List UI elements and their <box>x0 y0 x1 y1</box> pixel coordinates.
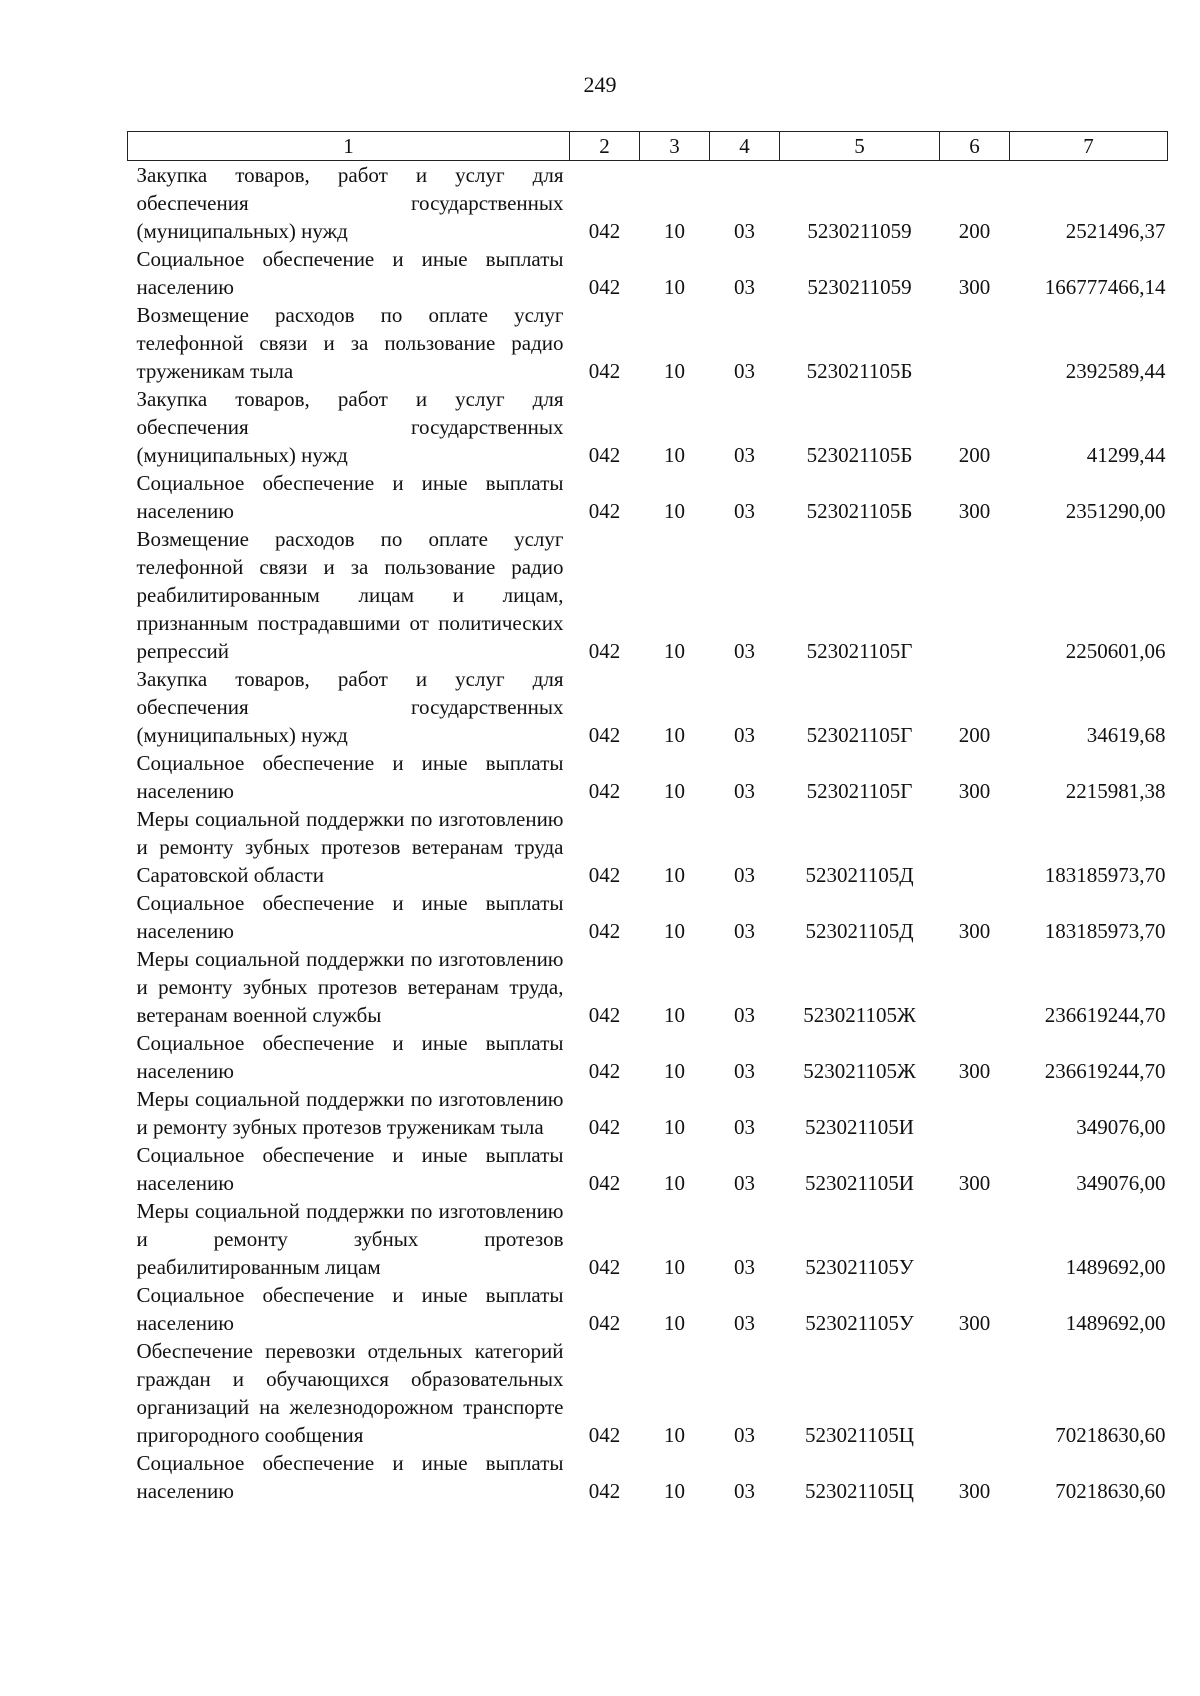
row-description: Социальное обеспечение и иные выплаты населению <box>136 1143 564 1195</box>
cell-amount: 236619244,70 <box>1044 1003 1166 1027</box>
cell-section-code: 10 <box>664 1059 685 1083</box>
row-description: Меры социальной поддержки по изготовлению и ремонту зубных протезов реабилитированным лицам <box>136 1199 564 1279</box>
cell-ministry-code: 042 <box>588 359 621 383</box>
cell-amount: 2521496,37 <box>1065 219 1166 243</box>
cell-expense-type: 300 <box>958 919 991 943</box>
cell-subsection-code: 03 <box>734 1255 755 1279</box>
table-row <box>128 1085 1168 1141</box>
table-row <box>128 1141 1168 1197</box>
cell-amount: 183185973,70 <box>1044 919 1166 943</box>
cell-subsection-code: 03 <box>734 1479 755 1503</box>
cell-ministry-code: 042 <box>588 275 621 299</box>
row-description: Возмещение расходов по оплате услуг телефонной связи и за пользование радио реабилитированным лицам и лицам, признанным пострадавшими от политических репрессий <box>136 527 564 663</box>
row-description: Меры социальной поддержки по изготовлению и ремонту зубных протезов труженикам тыла <box>136 1087 564 1139</box>
cell-amount: 34619,68 <box>1086 723 1166 747</box>
cell-target-article: 523021105У <box>805 1311 914 1335</box>
cell-target-article: 523021105Д <box>805 863 914 887</box>
cell-target-article: 523021105И <box>805 1115 914 1139</box>
cell-subsection-code: 03 <box>734 723 755 747</box>
cell-ministry-code: 042 <box>588 1255 621 1279</box>
table-row <box>128 945 1168 1029</box>
column-header: 5 <box>780 132 940 161</box>
table-row <box>128 385 1168 469</box>
cell-amount: 2351290,00 <box>1065 499 1166 523</box>
cell-subsection-code: 03 <box>734 275 755 299</box>
cell-section-code: 10 <box>664 1003 685 1027</box>
cell-expense-type: 200 <box>958 219 991 243</box>
cell-section-code: 10 <box>664 639 685 663</box>
cell-subsection-code: 03 <box>734 443 755 467</box>
table-row <box>128 805 1168 889</box>
cell-subsection-code: 03 <box>734 779 755 803</box>
cell-amount: 2250601,06 <box>1065 639 1166 663</box>
cell-target-article: 523021105Ц <box>805 1479 914 1503</box>
cell-subsection-code: 03 <box>734 499 755 523</box>
table-row <box>128 245 1168 301</box>
cell-ministry-code: 042 <box>588 919 621 943</box>
cell-target-article: 523021105Б <box>806 359 913 383</box>
cell-amount: 1489692,00 <box>1065 1255 1166 1279</box>
cell-expense-type: 200 <box>958 723 991 747</box>
budget-table <box>127 131 1168 1505</box>
table-row <box>128 469 1168 525</box>
cell-subsection-code: 03 <box>734 639 755 663</box>
cell-amount: 41299,44 <box>1086 443 1166 467</box>
cell-expense-type: 300 <box>958 1479 991 1503</box>
cell-section-code: 10 <box>664 779 685 803</box>
page-number: 249 <box>583 72 617 97</box>
cell-section-code: 10 <box>664 1255 685 1279</box>
cell-expense-type: 300 <box>958 1059 991 1083</box>
row-description: Обеспечение перевозки отдельных категорий граждан и обучающихся образовательных организаций на железнодорожном транспорте пригородного сообщения <box>136 1339 564 1447</box>
cell-target-article: 523021105Г <box>806 639 913 663</box>
cell-subsection-code: 03 <box>734 1311 755 1335</box>
column-header: 4 <box>710 132 780 161</box>
cell-section-code: 10 <box>664 723 685 747</box>
cell-target-article: 5230211059 <box>807 275 912 299</box>
row-description: Возмещение расходов по оплате услуг телефонной связи и за пользование радио труженикам тыла <box>136 303 564 383</box>
cell-section-code: 10 <box>664 359 685 383</box>
cell-target-article: 523021105И <box>805 1171 914 1195</box>
cell-ministry-code: 042 <box>588 1423 621 1447</box>
cell-amount: 2392589,44 <box>1065 359 1166 383</box>
cell-target-article: 523021105Ж <box>803 1003 916 1027</box>
cell-expense-type <box>940 1337 1010 1449</box>
cell-subsection-code: 03 <box>734 359 755 383</box>
cell-target-article: 5230211059 <box>807 219 912 243</box>
table-row <box>128 889 1168 945</box>
cell-expense-type: 300 <box>958 779 991 803</box>
cell-expense-type <box>940 525 1010 665</box>
column-header: 3 <box>640 132 710 161</box>
cell-section-code: 10 <box>664 863 685 887</box>
cell-subsection-code: 03 <box>734 919 755 943</box>
cell-ministry-code: 042 <box>588 779 621 803</box>
cell-amount: 349076,00 <box>1076 1115 1166 1139</box>
row-description: Закупка товаров, работ и услуг для обеспечения государственных (муниципальных) нужд <box>136 163 564 243</box>
cell-amount: 166777466,14 <box>1044 275 1166 299</box>
cell-amount: 1489692,00 <box>1065 1311 1166 1335</box>
table-header-row <box>128 132 1168 161</box>
cell-amount: 70218630,60 <box>1055 1423 1166 1447</box>
row-description: Закупка товаров, работ и услуг для обеспечения государственных (муниципальных) нужд <box>136 387 564 467</box>
table-body <box>128 161 1168 1506</box>
column-header: 1 <box>128 132 570 161</box>
row-description: Меры социальной поддержки по изготовлению и ремонту зубных протезов ветеранам труда, ветеранам военной службы <box>136 947 564 1027</box>
cell-expense-type: 200 <box>958 443 991 467</box>
table-row <box>128 301 1168 385</box>
cell-ministry-code: 042 <box>588 863 621 887</box>
cell-subsection-code: 03 <box>734 1423 755 1447</box>
cell-section-code: 10 <box>664 1479 685 1503</box>
table-row <box>128 525 1168 665</box>
row-description: Меры социальной поддержки по изготовлению и ремонту зубных протезов ветеранам труда Саратовской области <box>136 807 564 887</box>
cell-expense-type: 300 <box>958 275 991 299</box>
cell-section-code: 10 <box>664 1311 685 1335</box>
cell-ministry-code: 042 <box>588 1115 621 1139</box>
column-header: 6 <box>940 132 1010 161</box>
cell-expense-type <box>940 1085 1010 1141</box>
cell-target-article: 523021105Г <box>806 723 913 747</box>
cell-target-article: 523021105Ц <box>805 1423 914 1447</box>
cell-subsection-code: 03 <box>734 863 755 887</box>
cell-expense-type <box>940 805 1010 889</box>
cell-ministry-code: 042 <box>588 443 621 467</box>
cell-expense-type <box>940 301 1010 385</box>
cell-subsection-code: 03 <box>734 1115 755 1139</box>
row-description: Социальное обеспечение и иные выплаты населению <box>136 471 564 523</box>
cell-section-code: 10 <box>664 1171 685 1195</box>
cell-amount: 236619244,70 <box>1044 1059 1166 1083</box>
cell-ministry-code: 042 <box>588 219 621 243</box>
cell-section-code: 10 <box>664 1115 685 1139</box>
column-header: 2 <box>570 132 640 161</box>
table-row <box>128 749 1168 805</box>
cell-subsection-code: 03 <box>734 1059 755 1083</box>
table-row <box>128 1449 1168 1505</box>
cell-amount: 183185973,70 <box>1044 863 1166 887</box>
row-description: Социальное обеспечение и иные выплаты населению <box>136 247 564 299</box>
cell-ministry-code: 042 <box>588 1311 621 1335</box>
table-row <box>128 161 1168 246</box>
cell-target-article: 523021105Д <box>805 919 914 943</box>
cell-amount: 70218630,60 <box>1055 1479 1166 1503</box>
table-row <box>128 1337 1168 1449</box>
row-description: Закупка товаров, работ и услуг для обеспечения государственных (муниципальных) нужд <box>136 667 564 747</box>
cell-ministry-code: 042 <box>588 1479 621 1503</box>
cell-section-code: 10 <box>664 919 685 943</box>
cell-expense-type: 300 <box>958 1311 991 1335</box>
cell-section-code: 10 <box>664 219 685 243</box>
row-description: Социальное обеспечение и иные выплаты населению <box>136 1031 564 1083</box>
cell-target-article: 523021105Г <box>806 779 913 803</box>
cell-target-article: 523021105Б <box>806 499 913 523</box>
cell-section-code: 10 <box>664 443 685 467</box>
cell-target-article: 523021105Б <box>806 443 913 467</box>
cell-expense-type: 300 <box>958 1171 991 1195</box>
column-header: 7 <box>1010 132 1168 161</box>
cell-section-code: 10 <box>664 499 685 523</box>
row-description: Социальное обеспечение и иные выплаты населению <box>136 891 564 943</box>
cell-subsection-code: 03 <box>734 1003 755 1027</box>
cell-expense-type <box>940 1197 1010 1281</box>
row-description: Социальное обеспечение и иные выплаты населению <box>136 751 564 803</box>
cell-section-code: 10 <box>664 275 685 299</box>
cell-section-code: 10 <box>664 1423 685 1447</box>
cell-ministry-code: 042 <box>588 499 621 523</box>
table-row <box>128 1029 1168 1085</box>
cell-target-article: 523021105Ж <box>803 1059 916 1083</box>
row-description: Социальное обеспечение и иные выплаты населению <box>136 1451 564 1503</box>
table-row <box>128 1281 1168 1337</box>
cell-target-article: 523021105У <box>805 1255 914 1279</box>
cell-expense-type <box>940 945 1010 1029</box>
table-row <box>128 665 1168 749</box>
cell-subsection-code: 03 <box>734 219 755 243</box>
cell-ministry-code: 042 <box>588 1003 621 1027</box>
cell-ministry-code: 042 <box>588 723 621 747</box>
cell-expense-type: 300 <box>958 499 991 523</box>
cell-ministry-code: 042 <box>588 1059 621 1083</box>
table-row <box>128 1197 1168 1281</box>
cell-subsection-code: 03 <box>734 1171 755 1195</box>
cell-ministry-code: 042 <box>588 639 621 663</box>
row-description: Социальное обеспечение и иные выплаты населению <box>136 1283 564 1335</box>
cell-amount: 349076,00 <box>1076 1171 1166 1195</box>
cell-ministry-code: 042 <box>588 1171 621 1195</box>
cell-amount: 2215981,38 <box>1065 779 1166 803</box>
